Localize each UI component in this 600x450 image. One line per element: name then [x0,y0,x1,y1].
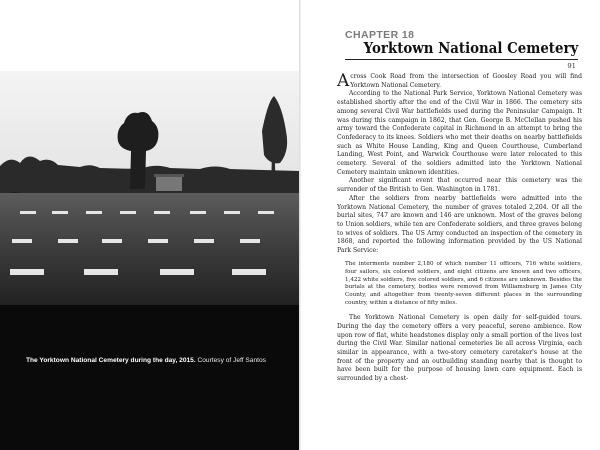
chapter-title: Yorktown National Cemetery [363,40,578,57]
paragraph-text: cross Cook Road from the intersection of Goosley Road you will find Yorktown National Cemetery. [350,73,582,89]
caption-title: The Yorktown National Cemetery during the day, 2015. [26,357,196,364]
paragraph: The Yorktown National Cemetery is open daily for self-guided tours. During the day the cemetery offers a very peaceful, serene ambience. Row upon row of flat, white headstones display only a small portion of the lives lost during the Civil War. Similar national cemeteries lie all across Virginia, each similar in appearance, with a two-story cemetery caretaker's house at the front of the property and an outbuilding standing nearby that is thought to have been built for the purpose of housing lawn care equipment. Each is surrounded by a chest- [337,314,582,383]
left-page [0,0,299,450]
chapter-label: CHAPTER 18 [345,29,415,41]
block-quote: The interments number 2,180 of which number 11 officers, 716 white soldiers, four sailors, six colored soldiers, and eight citizens are known and two officers, 1,422 white soldiers, five colored soldiers, and 6 citizens are unknown. Besides the burials at the cemetery, bodies were removed from Williamsburg in James City County, and altogether from twenty-seven different places in the surrounding country, within a distance of fifty miles. [345,260,582,307]
cemetery-photo [0,71,299,305]
chapter-body [337,73,582,384]
right-page [301,0,600,450]
paragraph [337,73,582,90]
paragraph: According to the National Park Service, Yorktown National Cemetery was established shortly after the end of the Civil War in 1866. The cemetery sits among several Civil War battlefields used during the Peninsular Campaign. It was during this campaign in 1862, that Gen. George B. McClellan pushed his army toward the Confederate capital in Richmond in an attempt to bring the Confederacy to its knees. Soldiers who met their deaths on nearby battlefields such as White House Landing, King and Queen Courthouse, Cumberland Landing, West Point, and Warwick Courthouse were later relocated to this cemetery. Several of the soldiers admitted into the Yorktown National Cemetery maintain unknown identities. [337,90,582,176]
page-number: 91 [567,62,576,70]
paragraph: Another significant event that occurred near this cemetery was the surrender of the British to Gen. Washington in 1781. [337,177,582,194]
paragraph: After the soldiers from nearby battlefields were admitted into the Yorktown National Cemetery, the number of graves totaled 2,204. Of all the burial sites, 747 are known and 146 are unknown. Most of the graves belong to Union soldiers, while ten are Confederate soldiers, and three graves belong to wives of soldiers. The US Army conducted an inspection of the cemetery in 1868, and reported the following information provided by the US National Park Service: [337,194,582,255]
title-rule [345,59,578,60]
caption-band [0,305,299,450]
caption-credit: Courtesy of Jeff Santos [197,357,266,364]
photo-caption [26,357,286,365]
drop-cap: A [337,71,350,91]
